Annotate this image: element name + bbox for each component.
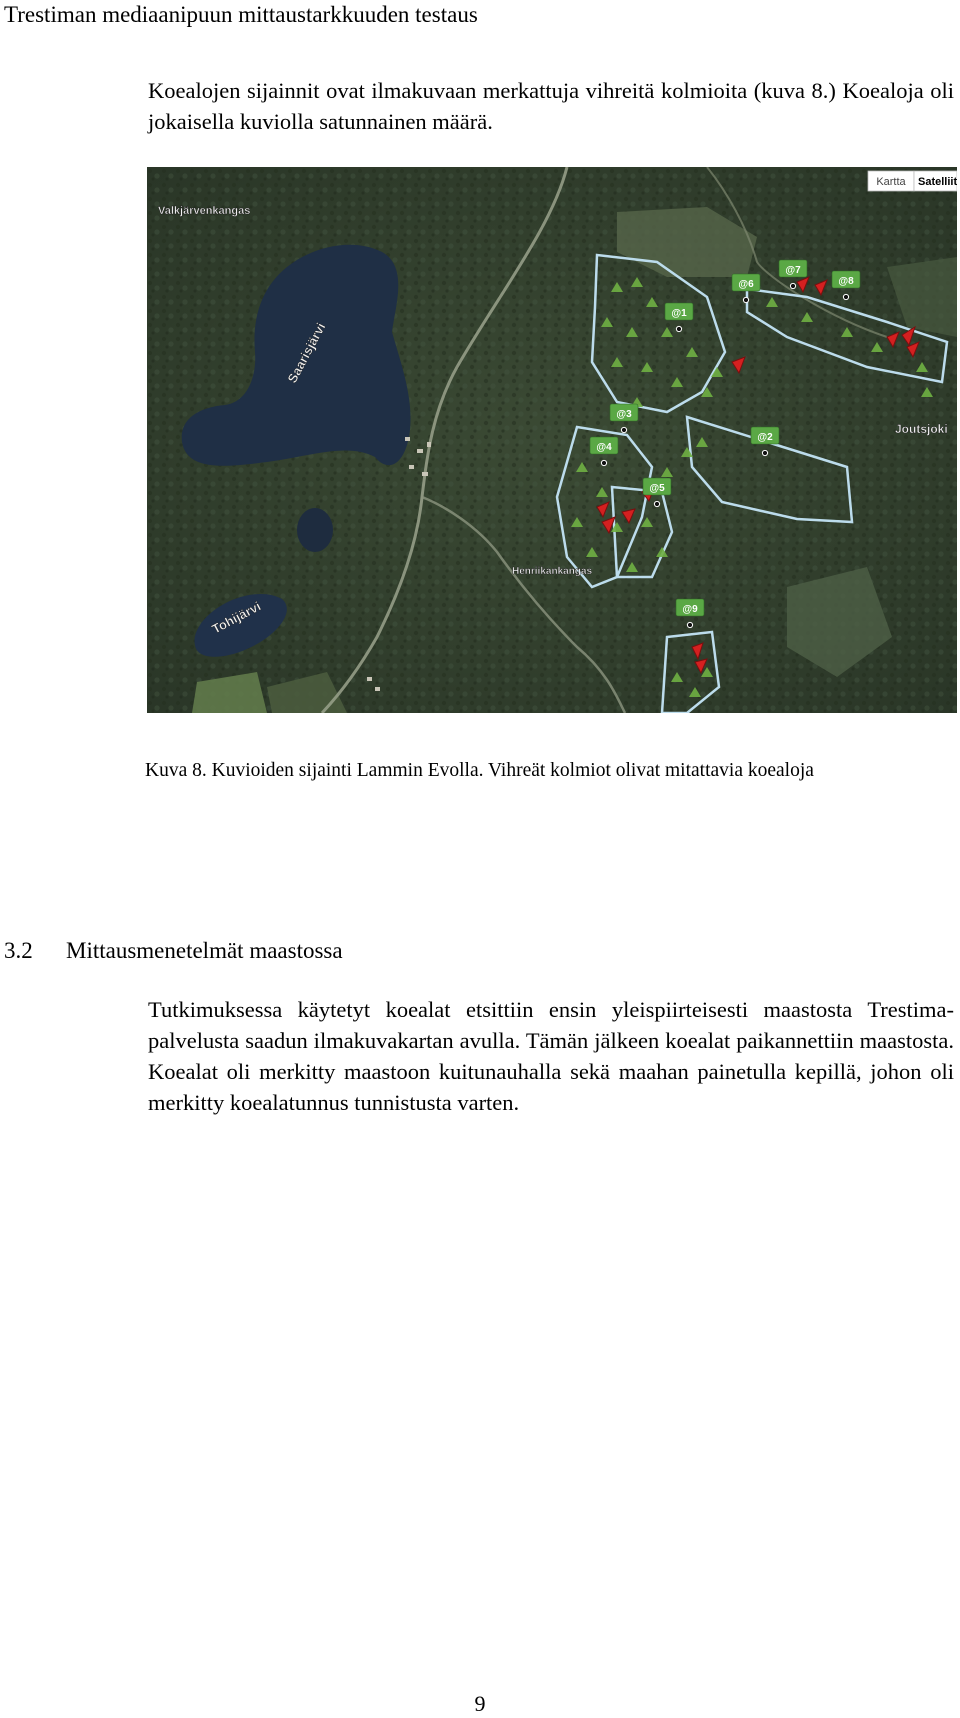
plot-marker-dot: [676, 326, 681, 331]
plot-marker-label: @1: [671, 308, 687, 319]
section-number: 3.2: [4, 938, 33, 963]
section-title: Mittausmenetelmät maastossa: [66, 938, 343, 963]
map-type-control[interactable]: [868, 171, 957, 191]
plot-marker-label: @7: [785, 265, 801, 276]
label-valkjarvenkangas: Valkjärvenkangas: [158, 205, 251, 217]
plot-marker-dot: [687, 622, 692, 627]
aerial-map: [147, 167, 957, 713]
plot-marker-dot: [790, 283, 795, 288]
figure-caption: Kuva 8. Kuvioiden sijainti Lammin Evolla. Vihreät kolmiot olivat mitattavia koealoja: [145, 760, 814, 781]
intro-paragraph: Koealojen sijainnit ovat ilmakuvaan merkattuja vihreitä kolmioita (kuva 8.) Koealoja oli jokaisella kuviolla satunnainen määrä.: [148, 78, 954, 134]
map-button-label: Kartta: [876, 176, 906, 188]
plot-marker-label: @4: [596, 442, 612, 453]
label-joutsjoki: Joutsjoki: [895, 422, 948, 436]
page-number: 9: [474, 1691, 486, 1716]
plot-marker-dot: [621, 427, 626, 432]
plot-marker-label: @6: [738, 279, 754, 290]
label-saarisjarvi: Saarisjärvi: [284, 320, 329, 386]
plot-marker-dot: [843, 294, 848, 299]
plot-marker-dot: [654, 501, 659, 506]
label-henriikankangas: Henriikankangas: [512, 566, 593, 577]
plot-marker-dot: [762, 450, 767, 455]
page-header: Trestiman mediaanipuun mittaustarkkuuden testaus: [4, 2, 478, 27]
plot-marker-label: @5: [649, 483, 665, 494]
plot-marker-label: @3: [616, 409, 632, 420]
label-tohijarvi: Tohijärvi: [209, 598, 264, 637]
aerial-map-figure: [147, 167, 957, 713]
plot-marker-dot: [743, 297, 748, 302]
plot-marker-dot: [601, 460, 606, 465]
plot-marker-label: @2: [757, 432, 773, 443]
plot-marker-label: @8: [838, 276, 854, 287]
section-heading: [4, 937, 343, 965]
pond: [297, 508, 333, 552]
plot-marker-label: @9: [682, 604, 698, 615]
section-paragraph: Tutkimuksessa käytetyt koealat etsittiin ensin yleispiirteisesti maastosta Trestima-palvelusta saadun ilmakuvakartan avulla. Tämän jälkeen koealat paikannettiin maastosta. Koealat oli merkitty maastoon kuitunauhalla sekä maahan painetulla kepillä, johon oli merkitty koealatunnus tunnistusta varten.: [148, 997, 954, 1115]
satellite-button-label: Satelliit: [918, 176, 957, 188]
